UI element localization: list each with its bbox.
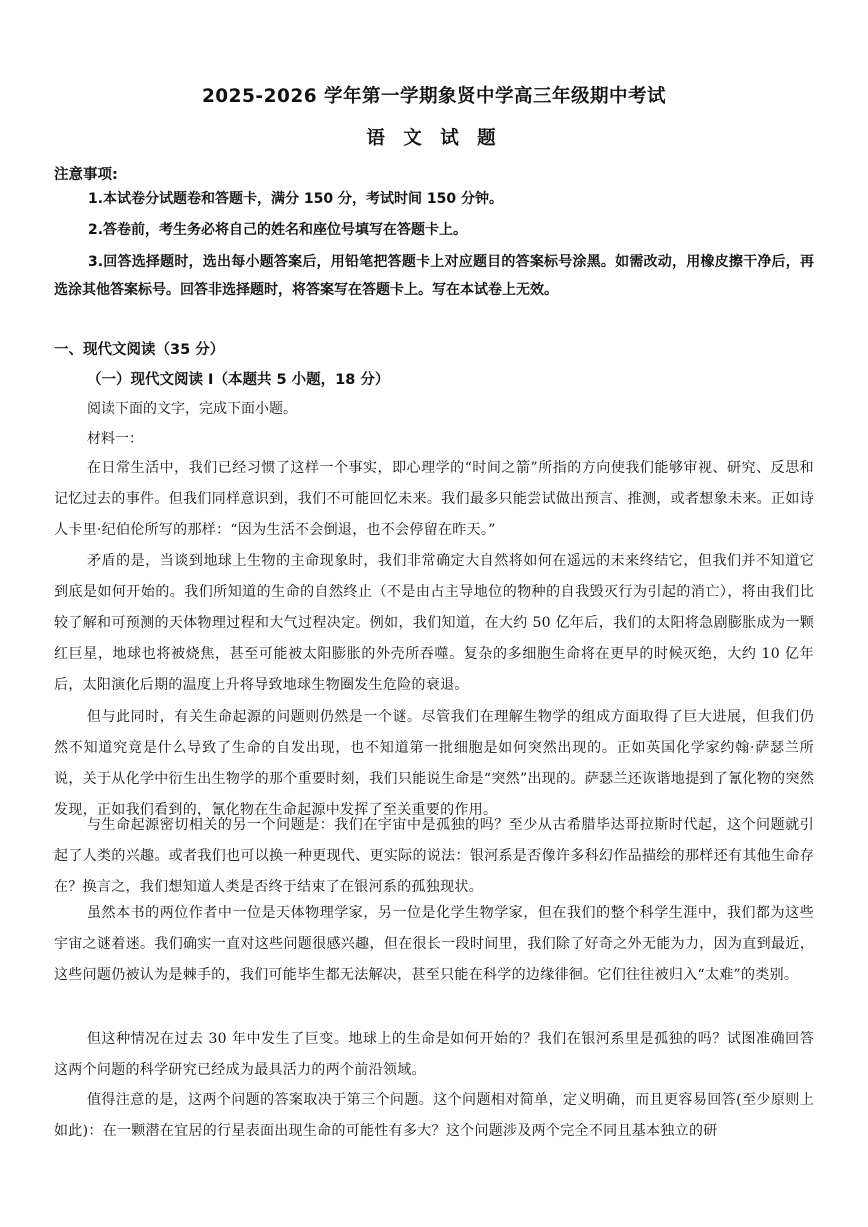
notice-item-text: 3.回答选择题时，选出每小题答案后，用铅笔把答题卡上对应题目的答案标号涂黑。如需改动，用橡皮擦干净后，再选涂其他答案标号。回答非选择题时，将答案写在答题卡上。写在本试卷上无效。 bbox=[54, 254, 814, 298]
notice-item-text: 2.答卷前，考生务必将自己的姓名和座位号填写在答题卡上。 bbox=[88, 222, 468, 238]
body-paragraph: 但与此同时，有关生命起源的问题则仍然是一个谜。尽管我们在理解生物学的组成方面取得了巨大进展，但我们仍然不知道究竟是什么导致了生命的自发出现，也不知道第一批细胞是如何突然出现的。正如英国化学家约翰·萨瑟兰所说，关于从化学中衍生出生物学的那个重要时刻，我们只能说生命是“突然”出现的。萨瑟兰还诙谐地提到了氰化物的突然发现，正如我们看到的，氰化物在生命起源中发挥了至关重要的作用。 bbox=[54, 709, 814, 818]
exam-title: 2025-2026 学年第一学期象贤中学高三年级期中考试 bbox=[201, 86, 667, 107]
body-paragraph: 虽然本书的两位作者中一位是天体物理学家，另一位是化学生物学家，但在我们的整个科学生涯中，我们都为这些宇宙之谜着迷。我们确实一直对这些问题很感兴趣，但在很长一段时间里，我们除了好奇之外无能为力，因为直到最近，这些问题仍被认为是棘手的，我们可能毕生都无法解决，甚至只能在科学的边缘徘徊。它们往往被归入“太难”的类别。 bbox=[54, 905, 814, 983]
notice-item-3 bbox=[54, 248, 814, 304]
subject-title: 语 文 试 题 bbox=[366, 128, 502, 149]
notice-heading: 注意事项: bbox=[54, 167, 118, 183]
body-paragraph: 矛盾的是，当谈到地球上生物的主命现象时，我们非常确定大自然将如何在遥远的未来终结它，但我们并不知道它到底是如何开始的。我们所知道的生命的自然终止（不是由占主导地位的物种的自我毁灭行为引起的消亡），将由我们比较了解和可预测的天体物理过程和大气过程决定。例如，我们知道，在大约 50 亿年后，我们的太阳将急剧膨胀成为一颗红巨星，地球也将被烧焦，甚至可能被太阳膨胀的外壳所吞噬。复杂的多细胞生命将在更早的时候灭绝，大约 10 亿年后，太阳演化后期的温度上升将导致地球生物圈发生危险的衰退。 bbox=[54, 553, 814, 693]
section-heading: 一、现代文阅读（35 分） bbox=[54, 342, 225, 358]
sub-section-heading: （一）现代文阅读 I（本题共 5 小题，18 分） bbox=[87, 372, 390, 388]
body-paragraph: 值得注意的是，这两个问题的答案取决于第三个问题。这个问题相对简单，定义明确，而且更容易回答(至少原则上如此)：在一颗潜在宜居的行星表面出现生命的可能性有多大？这个问题涉及两个完全不同且基本独立的研 bbox=[54, 1092, 814, 1139]
reading-instruction: 阅读下面的文字，完成下面小题。 bbox=[87, 401, 297, 417]
body-paragraph: 在日常生活中，我们已经习惯了这样一个事实，即心理学的“时间之箭”所指的方向使我们能够审视、研究、反思和记忆过去的事件。但我们同样意识到，我们不可能回忆未来。我们最多只能尝试做出预言、推测，或者想象未来。正如诗人卡里·纪伯伦所写的那样：“因为生活不会倒退，也不会停留在昨天。” bbox=[54, 460, 814, 538]
body-paragraph: 与生命起源密切相关的另一个问题是：我们在宇宙中是孤独的吗？至少从古希腊毕达哥拉斯时代起，这个问题就引起了人类的兴趣。或者我们也可以换一种更现代、更实际的说法：银河系是否像许多科幻作品描绘的那样还有其他生命存在？换言之，我们想知道人类是否终于结束了在银河系的孤独现状。 bbox=[54, 817, 814, 895]
material-label: 材料一： bbox=[87, 431, 143, 447]
notice-item-text: 1.本试卷分试题卷和答题卡，满分 150 分，考试时间 150 分钟。 bbox=[88, 191, 504, 207]
notice-item-2 bbox=[54, 216, 814, 244]
body-paragraph: 但这种情况在过去 30 年中发生了巨变。地球上的生命是如何开始的？我们在银河系里是孤独的吗？试图准确回答这两个问题的科学研究已经成为最具活力的两个前沿领域。 bbox=[54, 1031, 814, 1078]
notice-item-1 bbox=[54, 185, 814, 213]
